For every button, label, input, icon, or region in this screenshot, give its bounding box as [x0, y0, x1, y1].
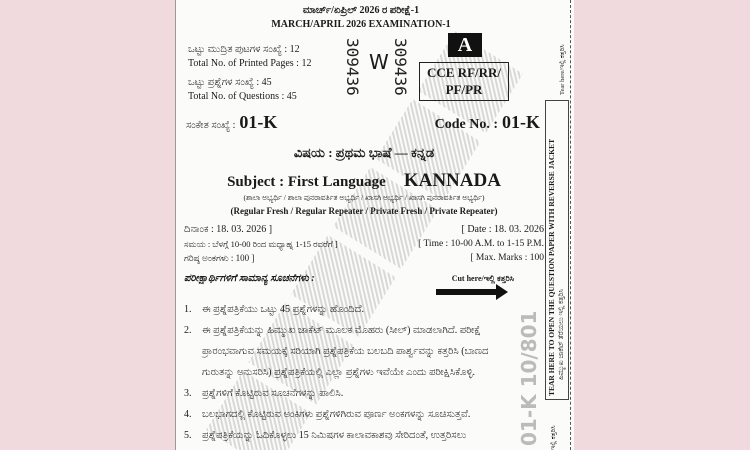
scheme-box	[419, 62, 509, 101]
questions-kn: ಒಟ್ಟು ಪ್ರಶ್ನೆಗಳ ಸಂಖ್ಯೆ : 45	[188, 77, 272, 88]
item-text: ಬಲಭಾಗದಲ್ಲಿ ಕೊಟ್ಟಿರುವ ಅಂಕಿಗಳು ಪ್ರಶ್ನೆಗಳಿಗಿರುವ ಪೂರ್ಣ ಅಂಕಗಳನ್ನು ಸೂಚಿಸುತ್ತವೆ.	[202, 409, 471, 420]
item-text: ಗುರುತನ್ನು ಅನುಸರಿಸಿ) ಪ್ರಶ್ನೆಪತ್ರಿಕೆಯಲ್ಲಿ ಎಲ್ಲಾ ಪ್ರಶ್ನೆಗಳು ಇವೆಯೇ ಎಂದು ಪರೀಕ್ಷಿಸಿಕೊಳ್ಳಿ.	[202, 367, 476, 378]
instruction-list	[184, 299, 512, 446]
instruction-item	[184, 320, 512, 341]
serial-number: 309436	[343, 38, 362, 96]
item-text: ಪ್ರಶ್ನೆಪತ್ರಿಕೆಯನ್ನು ಓದಿಕೊಳ್ಳಲು 15 ನಿಮಿಷಗಳ ಕಾಲಾವಕಾಶವು ಸೇರಿದಂತೆ, ಉತ್ತರಿಸಲು	[202, 430, 467, 441]
candidates-en: (Regular Fresh / Regular Repeater / Private Fresh / Private Repeater)	[230, 206, 498, 216]
instruction-item	[184, 383, 512, 404]
scheme-line2: PF/PR	[445, 82, 483, 97]
instructions-title: ಪರೀಕ್ಷಾರ್ಥಿಗಳಿಗೆ ಸಾಮಾನ್ಯ ಸೂಚನೆಗಳು :	[184, 273, 315, 284]
code-kn	[186, 112, 277, 133]
code-kn-label: ಸಂಕೇತ ಸಂಖ್ಯೆ :	[186, 120, 236, 131]
exam-title-en: MARCH/APRIL 2026 EXAMINATION-1	[271, 19, 451, 30]
cut-here-label: Cut here/ಇಲ್ಲಿ ಕತ್ತರಿಸಿ	[451, 274, 514, 283]
subject-label: Subject : First Language	[227, 174, 386, 190]
vertical-code: 01-K 10/801	[517, 310, 541, 446]
marks-kn: ಗರಿಷ್ಠ ಅಂಕಗಳು : 100 ]	[184, 253, 255, 263]
series-letter: W	[369, 50, 389, 74]
item-number: 3.	[184, 388, 192, 399]
candidates-kn: (ಶಾಲಾ ಅಭ್ಯರ್ಥಿ / ಶಾಲಾ ಪುನರಾವರ್ತಿತ ಅಭ್ಯರ್ಥಿ / ಖಾಸಗಿ ಅಭ್ಯರ್ಥಿ / ಖಾಸಗಿ ಪುನರಾವರ್ತಿತ ಅಭ್ಯರ್ಥಿ)	[243, 193, 485, 202]
time-en: [ Time : 10-00 A.M. to 1-15 P.M.	[418, 239, 544, 249]
instructions-header-row	[184, 273, 514, 285]
item-number: 2.	[184, 325, 192, 336]
subject-value: KANNADA	[403, 170, 501, 191]
item-text: ಈ ಪ್ರಶ್ನೆಪತ್ರಿಕೆಯನ್ನು ಹಿಮ್ಮುಖ ಜಾಕೆಟ್ ಮೂಲಕ ಮೊಹರು (ಸೀಲ್) ಮಾಡಲಾಗಿದೆ. ಪರೀಕ್ಷೆ	[202, 325, 481, 336]
tear-line[interactable]	[570, 0, 571, 450]
exam-title-kn: ಮಾರ್ಚ್/ಏಪ್ರಿಲ್ 2026 ರ ಪರೀಕ್ಷೆ-1	[302, 5, 420, 16]
version-badge: A	[448, 33, 482, 57]
time-kn: ಸಮಯ : ಬೆಳಗ್ಗೆ 10-00 ರಿಂದ ಮಧ್ಯಾಹ್ನ 1-15 ರವರೆಗೆ ]	[184, 239, 338, 249]
pages-kn: ಒಟ್ಟು ಮುದ್ರಿತ ಪುಟಗಳ ಸಂಖ್ಯೆ : 12	[188, 44, 300, 55]
tear-here-bottom: ಇಲ್ಲಿ ಕತ್ತರಿಸಿ	[550, 425, 557, 450]
questions-en: Total No. of Questions : 45	[188, 91, 297, 102]
subject-kn: ವಿಷಯ : ಪ್ರಥಮ ಭಾಷೆ — ಕನ್ನಡ	[293, 145, 435, 160]
date-en: [ Date : 18. 03. 2026	[461, 224, 544, 235]
item-number: 5.	[184, 430, 192, 441]
time-row	[184, 238, 544, 250]
code-kn-value: 01-K	[239, 112, 278, 132]
scheme-line1: CCE RF/RR/	[426, 65, 502, 80]
cut-arrow-icon	[436, 289, 498, 295]
date-row	[184, 224, 544, 236]
instruction-item	[184, 404, 512, 425]
pages-en: Total No. of Printed Pages : 12	[188, 58, 312, 69]
serial-number: 309436	[391, 38, 410, 96]
instruction-item	[184, 425, 512, 446]
item-text: ಪ್ರಶ್ನೆಗಳಿಗೆ ಕೊಟ್ಟಿರುವ ಸೂಚನೆಗಳನ್ನು ಪಾಲಿಸಿ.	[202, 388, 344, 399]
tear-instruction-en: TEAR HERE TO OPEN THE QUESTION PAPER WITH REVERSE JACKET	[547, 138, 556, 396]
item-text: ಈ ಪ್ರಶ್ನೆಪತ್ರಿಕೆಯು ಒಟ್ಟು 45 ಪ್ರಶ್ನೆಗಳನ್ನು ಹೊಂದಿದೆ.	[202, 304, 364, 315]
instruction-item	[184, 299, 512, 320]
code-en	[435, 112, 540, 133]
subject-en	[184, 170, 544, 193]
instruction-item-cont	[184, 341, 512, 362]
item-text: ಪ್ರಾರಂಭವಾಗುವ ಸಮಯಕ್ಕೆ ಸರಿಯಾಗಿ ಪ್ರಶ್ನೆಪತ್ರಿಕೆಯ ಬಲಬದಿ ಪಾರ್ಶ್ವವನ್ನು ಕತ್ತರಿಸಿ (ಬಾಣದ	[202, 346, 489, 357]
date-kn: ದಿನಾಂಕ : 18. 03. 2026 ]	[184, 224, 273, 235]
tear-instruction-kn: ಹಿಮ್ಮುಖ ಜಾಕೆಟ್ ತೆರೆಯಲು ಇಲ್ಲಿ ಕತ್ತರಿಸಿ	[557, 289, 565, 380]
instruction-item-cont	[184, 362, 512, 383]
code-en-value: 01-K	[502, 112, 540, 132]
code-en-label: Code No. :	[434, 117, 498, 132]
item-number: 1.	[184, 304, 192, 315]
main-content	[184, 140, 544, 446]
question-paper-page	[175, 0, 574, 450]
item-number: 4.	[184, 409, 192, 420]
marks-row	[184, 252, 544, 264]
marks-en: [ Max. Marks : 100	[470, 253, 544, 263]
tear-here-top: Tear here/ಇಲ್ಲಿ ಕತ್ತರಿಸಿ	[559, 44, 566, 95]
